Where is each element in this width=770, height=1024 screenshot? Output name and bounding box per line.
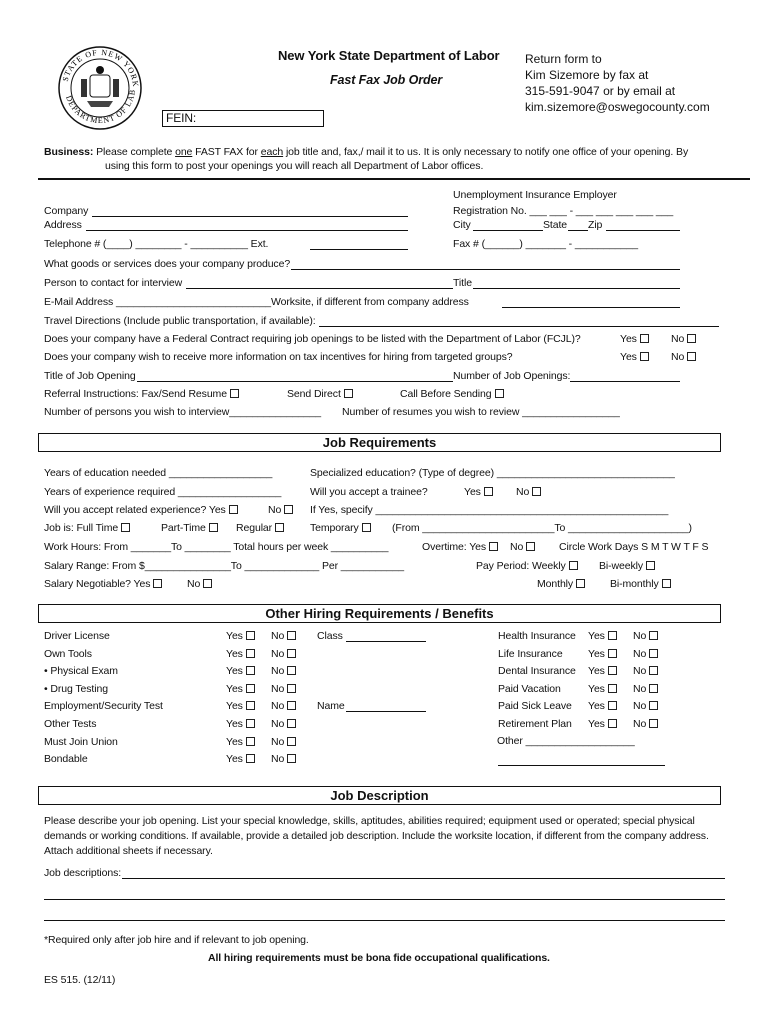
checkbox[interactable] xyxy=(246,631,255,640)
form-title: Fast Fax Job Order xyxy=(330,73,443,87)
return-line: Return form to xyxy=(525,52,602,66)
benefit-no[interactable]: No xyxy=(633,683,658,696)
return-line: Kim Sizemore by fax at xyxy=(525,68,649,82)
requirement-yes[interactable]: Yes xyxy=(226,753,255,766)
section-divider xyxy=(38,178,750,180)
pay-bimonthly[interactable]: Bi-monthly xyxy=(610,578,671,591)
if-yes-specify-field[interactable]: If Yes, specify ___________________________________________________ xyxy=(310,504,669,516)
trainee-no[interactable]: No xyxy=(516,486,541,499)
part-time-option[interactable]: Part-Time xyxy=(161,522,218,535)
travel-directions-field[interactable] xyxy=(319,326,719,327)
checkbox[interactable] xyxy=(687,334,696,343)
overtime-no[interactable]: No xyxy=(510,541,535,554)
checkbox[interactable] xyxy=(287,666,296,675)
checkbox[interactable] xyxy=(287,754,296,763)
job-description-line[interactable] xyxy=(44,899,725,900)
requirement-label: Bondable xyxy=(44,753,88,765)
benefit-yes[interactable]: Yes xyxy=(588,648,617,661)
checkbox[interactable] xyxy=(608,666,617,675)
checkbox[interactable] xyxy=(229,505,238,514)
requirement-yes[interactable]: Yes xyxy=(226,648,255,661)
goods-services-label: What goods or services does your company produce? xyxy=(44,258,291,270)
business-label: Business: xyxy=(44,146,94,158)
benefit-label: Retirement Plan xyxy=(498,718,572,730)
trainee-yes[interactable]: Yes xyxy=(464,486,493,499)
checkbox[interactable] xyxy=(287,737,296,746)
requirement-no[interactable]: No xyxy=(271,683,296,696)
checkbox[interactable] xyxy=(646,561,655,570)
checkbox[interactable] xyxy=(246,649,255,658)
job-description-heading: Job Description xyxy=(38,786,721,805)
checkbox[interactable] xyxy=(640,334,649,343)
requirement-yes[interactable]: Yes xyxy=(226,665,255,678)
requirement-no[interactable]: No xyxy=(271,718,296,731)
requirement-label: • Drug Testing xyxy=(44,683,108,695)
job-title-field[interactable] xyxy=(137,381,453,382)
experience-field[interactable]: Years of experience required __________________ xyxy=(44,486,282,498)
checkbox[interactable] xyxy=(608,719,617,728)
department-name: New York State Department of Labor xyxy=(278,48,500,63)
company-field[interactable] xyxy=(92,216,408,217)
address-label: Address xyxy=(44,219,82,231)
return-line: kim.sizemore@oswegocounty.com xyxy=(525,100,710,114)
checkbox[interactable] xyxy=(495,389,504,398)
benefit-yes[interactable]: Yes xyxy=(588,665,617,678)
trainee-label: Will you accept a trainee? xyxy=(310,486,428,498)
email-worksite-label: E-Mail Address ___________________________Worksite, if different from company address xyxy=(44,296,469,308)
checkbox[interactable] xyxy=(484,487,493,496)
requirement-yes[interactable]: Yes xyxy=(226,630,255,643)
return-line: 315-591-9047 or by email at xyxy=(525,84,676,98)
pay-monthly[interactable]: Monthly xyxy=(537,578,585,591)
registration-field[interactable]: Registration No. ___ ___ - ___ ___ ___ ___ ___ xyxy=(453,205,674,217)
checkbox[interactable] xyxy=(489,542,498,551)
requirement-no[interactable]: No xyxy=(271,665,296,678)
fax-field[interactable]: Fax # (______) _______ - ___________ xyxy=(453,238,638,250)
checkbox[interactable] xyxy=(246,666,255,675)
checkbox[interactable] xyxy=(287,684,296,693)
fein-field[interactable] xyxy=(162,110,324,127)
checkbox[interactable] xyxy=(344,389,353,398)
ui-employer-label: Unemployment Insurance Employer xyxy=(453,189,617,201)
checkbox[interactable] xyxy=(121,523,130,532)
zip-label: Zip xyxy=(588,219,603,231)
temporary-dates-field[interactable]: (From _______________________To _____________________) xyxy=(392,522,692,534)
benefit-no[interactable]: No xyxy=(633,665,658,678)
benefit-yes[interactable]: Yes xyxy=(588,630,617,643)
temporary-option[interactable]: Temporary xyxy=(310,522,371,535)
state-seal xyxy=(57,45,143,131)
num-resumes-field[interactable]: Number of resumes you wish to review _________________ xyxy=(342,406,620,418)
checkbox[interactable] xyxy=(246,754,255,763)
worksite-field[interactable] xyxy=(502,307,680,308)
job-desc-instructions-3: Attach additional sheets if necessary. xyxy=(44,845,213,857)
requirement-no[interactable]: No xyxy=(271,700,296,713)
checkbox[interactable] xyxy=(576,579,585,588)
company-label: Company xyxy=(44,205,89,217)
contact-title-label: Title xyxy=(453,277,472,289)
num-openings-label: Number of Job Openings: xyxy=(453,370,571,382)
checkbox[interactable] xyxy=(608,701,617,710)
test-name-field[interactable] xyxy=(346,711,426,712)
checkbox[interactable] xyxy=(649,701,658,710)
city-field[interactable] xyxy=(473,230,543,231)
benefit-no[interactable]: No xyxy=(633,700,658,713)
contact-label: Person to contact for interview xyxy=(44,277,183,289)
job-descriptions-label: Job descriptions: xyxy=(44,867,122,879)
num-interview-field[interactable]: Number of persons you wish to interview________________ xyxy=(44,406,322,418)
checkbox[interactable] xyxy=(209,523,218,532)
travel-directions-label: Travel Directions (Include public transportation, if available): xyxy=(44,315,316,327)
job-description-line[interactable] xyxy=(122,878,725,879)
requirement-label: Other Tests xyxy=(44,718,97,730)
related-exp-yes[interactable]: Will you accept related experience? Yes xyxy=(44,504,238,517)
benefit-label: Dental Insurance xyxy=(498,665,576,677)
requirement-yes[interactable]: Yes xyxy=(226,718,255,731)
fcjl-question: Does your company have a Federal Contract requiring job openings to be listed with the Department of Labor (FCJL)? xyxy=(44,333,581,345)
num-openings-field[interactable] xyxy=(570,381,680,382)
fcjl-yes[interactable]: Yes xyxy=(620,333,649,346)
benefit-no[interactable]: No xyxy=(633,718,658,731)
checkbox[interactable] xyxy=(246,701,255,710)
incentives-question: Does your company wish to receive more information on tax incentives for hiring from targeted groups? xyxy=(44,351,513,363)
benefit-label: Paid Vacation xyxy=(498,683,561,695)
checkbox[interactable] xyxy=(362,523,371,532)
job-requirements-heading: Job Requirements xyxy=(38,433,721,452)
benefit-label: Health Insurance xyxy=(498,630,576,642)
city-label: City xyxy=(453,219,471,231)
education-field[interactable]: Years of education needed __________________ xyxy=(44,467,273,479)
regular-option[interactable]: Regular xyxy=(236,522,284,535)
test-name-label: Name xyxy=(317,700,345,712)
requirement-label: Must Join Union xyxy=(44,736,118,748)
checkbox[interactable] xyxy=(246,719,255,728)
form-number: ES 515. (12/11) xyxy=(44,974,116,986)
specialized-education-field[interactable]: Specialized education? (Type of degree) _______________________________ xyxy=(310,467,675,479)
checkbox[interactable] xyxy=(203,579,212,588)
seal-top-text: STATE OF NEW YORK xyxy=(60,47,141,89)
benefit-yes[interactable]: Yes xyxy=(588,700,617,713)
goods-services-field[interactable] xyxy=(291,269,680,270)
pay-weekly[interactable]: Pay Period: Weekly xyxy=(476,560,578,573)
license-class-field[interactable] xyxy=(346,641,426,642)
work-hours-field[interactable]: Work Hours: From _______To ________ Total hours per week __________ xyxy=(44,541,389,553)
job-description-line[interactable] xyxy=(44,920,725,921)
incentives-no[interactable]: No xyxy=(671,351,696,364)
state-label: State xyxy=(543,219,568,231)
checkbox[interactable] xyxy=(526,542,535,551)
other-benefit-field[interactable]: Other ___________________ xyxy=(497,735,635,747)
address-field[interactable] xyxy=(86,230,408,231)
requirement-no[interactable]: No xyxy=(271,736,296,749)
checkbox[interactable] xyxy=(649,631,658,640)
benefit-yes[interactable]: Yes xyxy=(588,718,617,731)
benefit-no[interactable]: No xyxy=(633,630,658,643)
business-intro-line2: using this form to post your openings you will reach all Department of Labor offices. xyxy=(105,160,484,172)
overtime-yes[interactable]: Overtime: Yes xyxy=(422,541,498,554)
full-time-option[interactable]: Job is: Full Time xyxy=(44,522,130,535)
related-exp-no[interactable]: No xyxy=(268,504,293,517)
fein-label: FEIN: xyxy=(166,111,197,125)
telephone-field[interactable]: Telephone # (____) ________ - __________ Ext. xyxy=(44,238,269,250)
checkbox[interactable] xyxy=(608,684,617,693)
benefit-label: Paid Sick Leave xyxy=(498,700,572,712)
checkbox[interactable] xyxy=(287,631,296,640)
checkbox[interactable] xyxy=(608,631,617,640)
license-class-label: Class xyxy=(317,630,343,642)
requirement-label: Employment/Security Test xyxy=(44,700,163,712)
work-days-selector[interactable]: Circle Work Days S M T W T F S xyxy=(559,541,709,553)
checkbox[interactable] xyxy=(284,505,293,514)
checkbox[interactable] xyxy=(246,684,255,693)
negotiable-no[interactable]: No xyxy=(187,578,212,591)
business-intro-line1: Business: Please complete one FAST FAX for each job title and, fax,/ mail it to us. It is only necessary to notify one office of your opening. By xyxy=(44,146,689,158)
checkbox[interactable] xyxy=(640,352,649,361)
checkbox[interactable] xyxy=(230,389,239,398)
contact-title-field[interactable] xyxy=(473,288,680,289)
benefit-yes[interactable]: Yes xyxy=(588,683,617,696)
checkbox[interactable] xyxy=(649,719,658,728)
required-note: *Required only after job hire and if relevant to job opening. xyxy=(44,934,309,946)
requirement-yes[interactable]: Yes xyxy=(226,683,255,696)
referral-call-before[interactable]: Call Before Sending xyxy=(400,388,504,401)
return-instructions xyxy=(525,51,710,115)
job-desc-instructions-1: Please describe your job opening. List your special knowledge, skills, aptitudes, abilities required; equipment used or operated; special physical xyxy=(44,815,695,827)
pay-biweekly[interactable]: Bi-weekly xyxy=(599,560,655,573)
requirement-yes[interactable]: Yes xyxy=(226,736,255,749)
checkbox[interactable] xyxy=(532,487,541,496)
checkbox[interactable] xyxy=(287,701,296,710)
referral-send-direct[interactable]: Send Direct xyxy=(287,388,353,401)
contact-field[interactable] xyxy=(186,288,453,289)
checkbox[interactable] xyxy=(287,649,296,658)
requirement-no[interactable]: No xyxy=(271,753,296,766)
job-desc-instructions-2: demands or working conditions. If available, provide a detailed job description. Include the worksite location, if different from the company address. xyxy=(44,830,709,842)
requirement-label: Driver License xyxy=(44,630,110,642)
zip-field[interactable] xyxy=(606,230,680,231)
requirement-label: • Physical Exam xyxy=(44,665,118,677)
checkbox[interactable] xyxy=(687,352,696,361)
requirement-no[interactable]: No xyxy=(271,630,296,643)
benefit-label: Life Insurance xyxy=(498,648,563,660)
checkbox[interactable] xyxy=(649,666,658,675)
checkbox[interactable] xyxy=(275,523,284,532)
requirement-no[interactable]: No xyxy=(271,648,296,661)
requirement-label: Own Tools xyxy=(44,648,92,660)
other-benefit-field-2[interactable] xyxy=(498,765,665,766)
benefit-no[interactable]: No xyxy=(633,648,658,661)
seal-bottom-text: DEPARTMENT OF LAB xyxy=(64,88,138,126)
other-requirements-heading: Other Hiring Requirements / Benefits xyxy=(38,604,721,623)
checkbox[interactable] xyxy=(649,684,658,693)
referral-resume[interactable]: Referral Instructions: Fax/Send Resume xyxy=(44,388,239,401)
checkbox[interactable] xyxy=(662,579,671,588)
salary-range-field[interactable]: Salary Range: From $_______________To _____________ Per ___________ xyxy=(44,560,404,572)
state-field[interactable] xyxy=(568,230,588,231)
checkbox[interactable] xyxy=(153,579,162,588)
fcjl-no[interactable]: No xyxy=(671,333,696,346)
checkbox[interactable] xyxy=(287,719,296,728)
extension-field[interactable] xyxy=(310,249,408,250)
checkbox[interactable] xyxy=(569,561,578,570)
incentives-yes[interactable]: Yes xyxy=(620,351,649,364)
checkbox[interactable] xyxy=(649,649,658,658)
checkbox[interactable] xyxy=(608,649,617,658)
requirement-yes[interactable]: Yes xyxy=(226,700,255,713)
negotiable-yes[interactable]: Salary Negotiable? Yes xyxy=(44,578,162,591)
bona-fide-note: All hiring requirements must be bona fide occupational qualifications. xyxy=(208,952,550,964)
checkbox[interactable] xyxy=(246,737,255,746)
job-title-label: Title of Job Opening xyxy=(44,370,136,382)
